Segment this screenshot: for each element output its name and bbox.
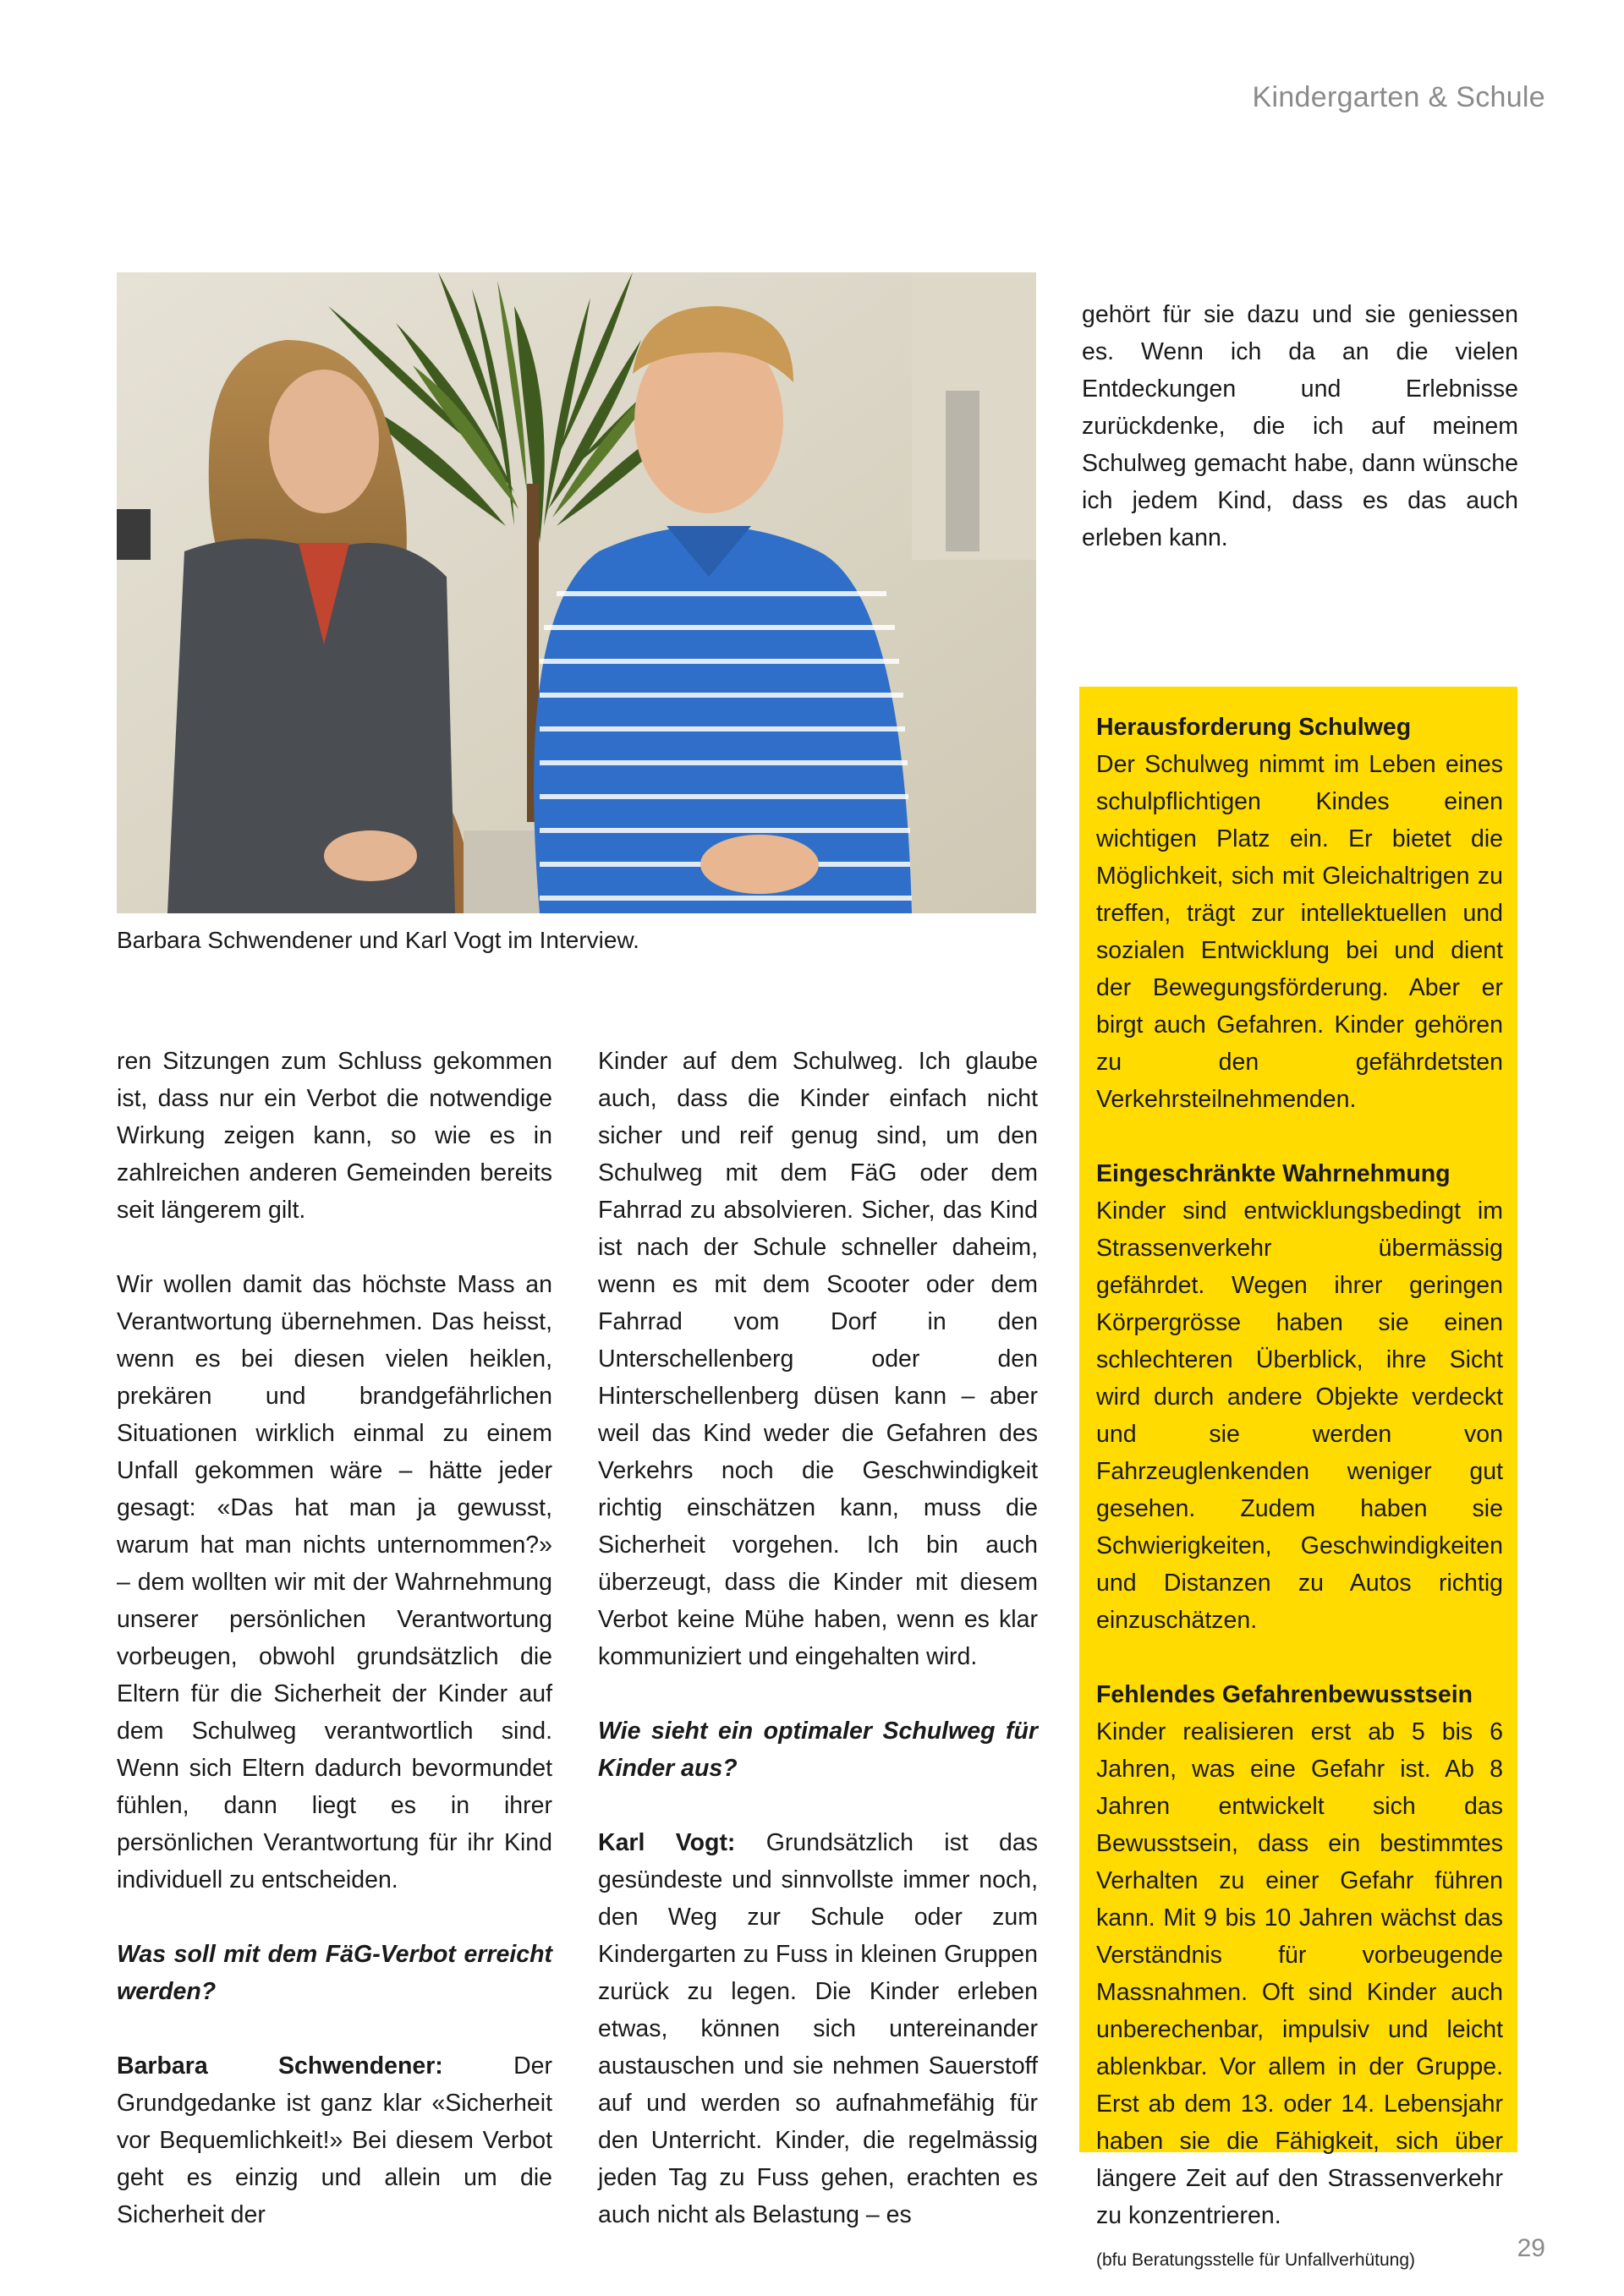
interview-answer bbox=[117, 2047, 552, 2233]
paragraph: Kinder auf dem Schulweg. Ich glaube auch, dass die Kinder einfach nicht sicher und reif genug sind, um den Schulweg mit dem FäG oder dem Fahrrad zu absolvieren. Sicher, das Kind ist nach der Schule schneller daheim, wenn es mit dem Scooter oder dem Fahrrad vom Dorf in den Unterschellenberg oder den Hinterschellenberg düsen kann – aber weil das Kind weder die Gefahren des Verkehrs noch die Geschwindigkeit richtig einschätzen kann, muss die Sicherheit vorgehen. Ich bin auch überzeugt, dass die Kinder mit diesem Verbot keine Mühe haben, wenn es klar kommuniziert und eingehalten wird. bbox=[598, 1048, 1038, 1670]
info-section bbox=[1096, 1155, 1503, 1639]
info-section-body: Kinder realisieren erst ab 5 bis 6 Jahren, was eine Gefahr ist. Ab 8 Jahren entwickelt sich das Bewusstsein, dass ein bestimmtes Verhalten zu einer Gefahr führen kann. Mit 9 bis 10 Jahren wächst das Verständnis für vorbeugende Massnahmen. Oft sind Kinder auch unberechenbar, impulsiv und leicht ablenkbar. Vor allem in der Gruppe. Erst ab dem 13. oder 14. Lebensjahr haben sie die Fähigkeit, sich über längere Zeit auf den Strassenverkehr zu konzentrieren. bbox=[1096, 1718, 1503, 2229]
answer-text: Der Grundgedanke ist ganz klar «Sicherheit vor Bequemlichkeit!» Bei diesem Verbot geht es einzig und allein um die Sicherheit der bbox=[117, 2052, 552, 2228]
info-section-body: Kinder sind entwicklungsbedingt im Strassenverkehr übermässig gefährdet. Wegen ihrer geringen Körpergrösse haben sie einen schlechteren Überblick, ihre Sicht wird durch andere Objekte verdeckt und sie werden von Fahrzeuglenkenden weniger gut gesehen. Zudem haben sie Schwierigkeiten, Geschwindigkeiten und Distanzen zu Autos richtig einzuschätzen. bbox=[1096, 1197, 1503, 1634]
interview-answer bbox=[598, 1824, 1038, 2233]
section-title: Kindergarten & Schule bbox=[1252, 81, 1545, 113]
interview-question: Was soll mit dem FäG-Verbot erreicht werden? bbox=[117, 1941, 552, 2005]
info-section-title: Eingeschränkte Wahrnehmung bbox=[1096, 1160, 1451, 1187]
paragraph: ren Sitzungen zum Schluss gekommen ist, dass nur ein Verbot die notwendige Wirkung zeigen kann, so wie es in zahlreichen anderen Gemeinden bereits seit längerem gilt. bbox=[117, 1048, 552, 1224]
interview-photo bbox=[117, 272, 1036, 913]
page-number: 29 bbox=[1517, 2234, 1545, 2262]
paragraph: gehört für sie dazu und sie geniessen es. Wenn ich da an die vielen Entdeckungen und Erlebnisse zurückdenke, die ich auf meinem Schulweg gemacht habe, dann wünsche ich jedem Kind, dass es das auch erleben kann. bbox=[1082, 301, 1518, 551]
info-section bbox=[1096, 1676, 1503, 2234]
paragraph: Wir wollen damit das höchste Mass an Verantwortung übernehmen. Das heisst, wenn es bei diesen vielen heiklen, prekären und brandgefährlichen Situationen wirklich einmal zu einem Unfall gekommen wäre – hätte jeder gesagt: «Das hat man ja gewusst, warum hat man nichts unternommen?» – dem wollten wir mit der Wahrnehmung unserer persönlichen Verantwortung vorbeugen, obwohl grundsätzlich die Eltern für die Sicherheit der Kinder auf dem Schulweg verantwortlich sind. Wenn sich Eltern dadurch bevormundet fühlen, dann liegt es in ihrer persönlichen Verantwortung für ihr Kind individuell zu entscheiden. bbox=[117, 1271, 552, 1893]
info-source: (bfu Beratungsstelle für Unfallverhütung) bbox=[1096, 2250, 1416, 2270]
info-section-title: Fehlendes Gefahrenbewusstsein bbox=[1096, 1681, 1473, 1708]
article-column-1 bbox=[117, 1043, 552, 2233]
speaker-name: Barbara Schwendener: bbox=[117, 2052, 443, 2080]
info-section bbox=[1096, 709, 1503, 1118]
interview-question: Wie sieht ein optimaler Schulweg für Kinder aus? bbox=[598, 1718, 1038, 1782]
article-column-3 bbox=[1082, 296, 1518, 556]
answer-text: Grundsätzlich ist das gesündeste und sinnvollste immer noch, den Weg zur Schule oder zum Kindergarten zu Fuss in kleinen Gruppen zurück zu legen. Die Kinder erleben etwas, können sich untereinander austauschen und sie nehmen Sauerstoff auf und werden so aufnahmefähig für den Unterricht. Kinder, die regelmässig jeden Tag zu Fuss gehen, erachten es auch nicht als Belastung – es bbox=[598, 1829, 1038, 2228]
article-column-2 bbox=[598, 1043, 1038, 2233]
speaker-name: Karl Vogt: bbox=[598, 1829, 736, 1856]
info-box bbox=[1079, 687, 1517, 2270]
photo-caption: Barbara Schwendener und Karl Vogt im Interview. bbox=[117, 927, 639, 953]
info-section-body: Der Schulweg nimmt im Leben eines schulpflichtigen Kindes einen wichtigen Platz ein. Er bietet die Möglichkeit, sich mit Gleichaltrigen zu treffen, trägt zur intellektuellen und sozialen Entwicklung bei und dient der Bewegungsförderung. Aber er birgt auch Gefahren. Kinder gehören zu den gefährdetsten Verkehrsteilnehmenden. bbox=[1096, 751, 1503, 1113]
info-section-title: Herausforderung Schulweg bbox=[1096, 714, 1412, 741]
